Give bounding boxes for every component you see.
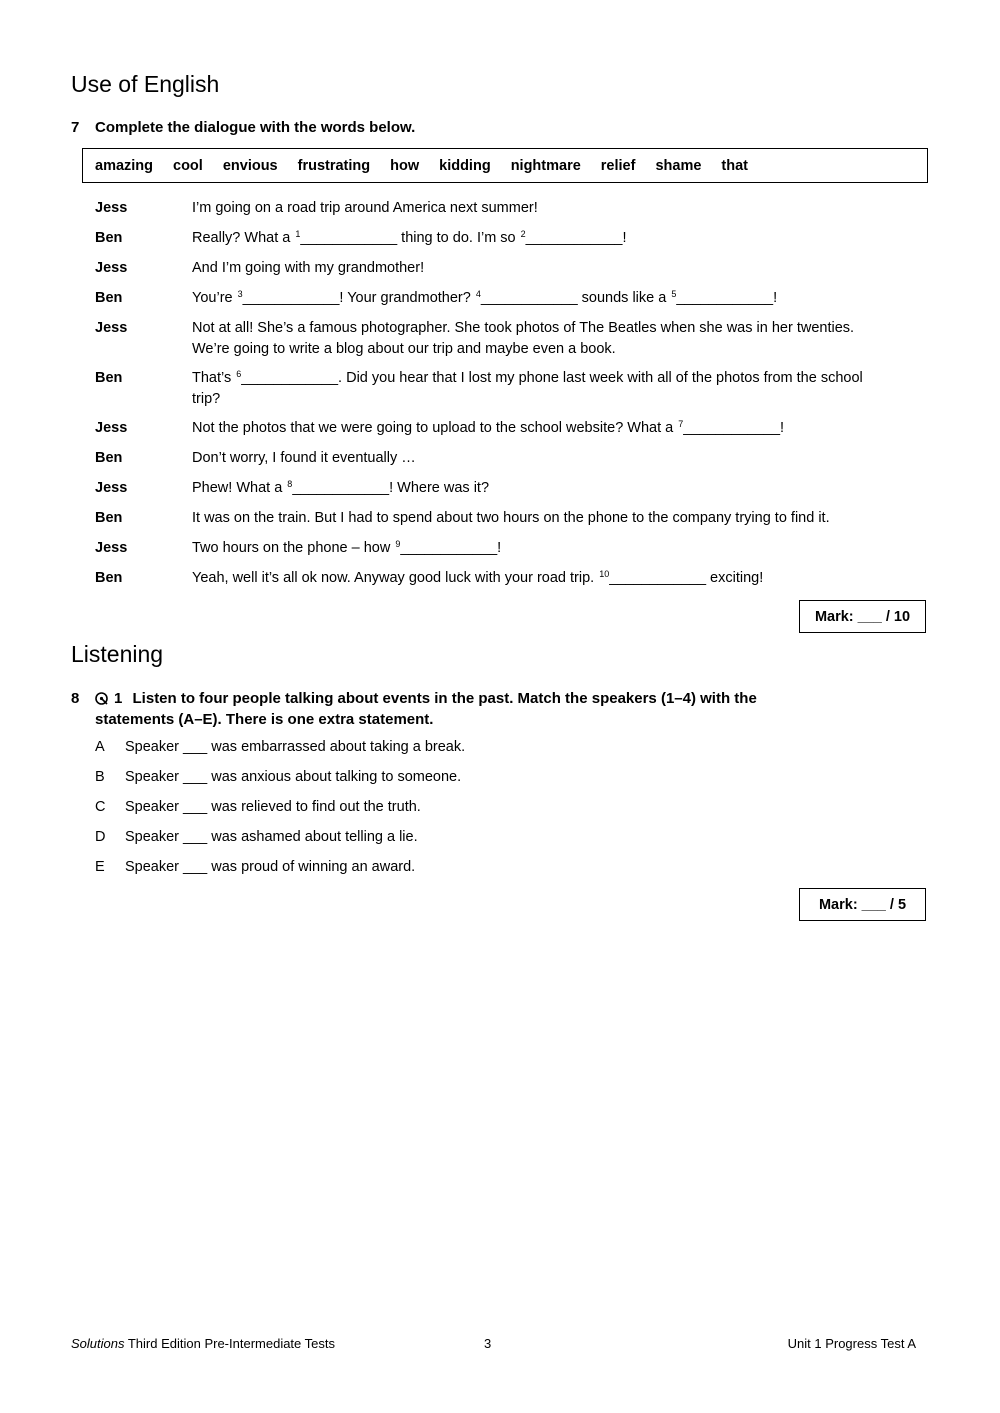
word: amazing bbox=[95, 157, 154, 174]
answer-gap[interactable]: ____________! bbox=[683, 420, 785, 436]
answer-gap[interactable]: ____________! bbox=[676, 290, 778, 306]
gap-number: 9 bbox=[395, 539, 401, 549]
speaker-name: Jess bbox=[95, 480, 128, 496]
answer-gap[interactable]: ____________! bbox=[400, 540, 502, 556]
dialogue-line: Two hours on the phone – how $^9$____________! bbox=[192, 539, 502, 556]
answer-gap[interactable]: ____________ thing to do. I’m so bbox=[300, 230, 520, 246]
word: how bbox=[390, 157, 420, 174]
option-text: Speaker ___ was embarrassed about taking a break. bbox=[125, 739, 466, 755]
answer-gap[interactable]: ____________. Did you hear that I lost my phone last week with all of the photos from the school bbox=[241, 370, 863, 386]
word: nightmare bbox=[510, 157, 581, 174]
option-letter: E bbox=[95, 859, 105, 875]
option-text: Speaker ___ was ashamed about telling a lie. bbox=[125, 829, 418, 845]
dialogue-line: Not at all! She’s a famous photographer. She took photos of The Beatles when she was in her twenties. We’re going to write a blog about our trip and maybe even a book. bbox=[192, 320, 855, 357]
answer-gap[interactable]: ____________ exciting! bbox=[609, 570, 764, 586]
footer-page-number: 3 bbox=[484, 1336, 492, 1351]
gap-number: 4 bbox=[475, 289, 481, 299]
speaker-name: Ben bbox=[95, 570, 123, 586]
gap-number: 7 bbox=[678, 419, 684, 429]
gap-number: 2 bbox=[520, 229, 526, 239]
dialogue-line: You’re $^3$____________! Your grandmother? $^4$____________ sounds like a $^5$____________! bbox=[192, 289, 778, 306]
dialogue-line: Don’t worry, I found it eventually … bbox=[192, 450, 416, 466]
answer-gap[interactable]: ____________! Where was it? bbox=[292, 480, 490, 496]
gap-number: 8 bbox=[287, 479, 293, 489]
word: frustrating bbox=[297, 157, 371, 174]
gap-number: 3 bbox=[237, 289, 243, 299]
speaker-name: Jess bbox=[95, 200, 128, 216]
dialogue-line: Yeah, well it’s all ok now. Anyway good luck with your road trip. $^{10}$____________ exciting! bbox=[192, 569, 764, 586]
footer-test-name: Unit 1 Progress Test A bbox=[787, 1336, 916, 1351]
option-letter: B bbox=[95, 769, 105, 785]
speaker-name: Jess bbox=[95, 540, 128, 556]
word: shame bbox=[655, 157, 702, 174]
dialogue-line: And I’m going with my grandmother! bbox=[192, 260, 425, 276]
track-number: 1 bbox=[114, 690, 123, 707]
speaker-name: Jess bbox=[95, 420, 128, 436]
gap-number: 5 bbox=[671, 289, 677, 299]
speaker-name: Ben bbox=[95, 510, 123, 526]
speaker-name: Ben bbox=[95, 370, 123, 386]
speaker-name: Jess bbox=[95, 320, 128, 336]
option-text: Speaker ___ was proud of winning an award. bbox=[125, 859, 416, 875]
speaker-name: Ben bbox=[95, 230, 123, 246]
gap-number: 10 bbox=[599, 569, 610, 579]
answer-gap[interactable]: ____________! bbox=[525, 230, 627, 246]
dialogue-line: Not the photos that we were going to upload to the school website? What a $^7$____________! bbox=[192, 419, 785, 436]
speaker-name: Ben bbox=[95, 290, 123, 306]
gap-number: 6 bbox=[236, 369, 242, 379]
word: cool bbox=[173, 157, 203, 174]
word-box bbox=[82, 148, 928, 183]
task-number: 8 bbox=[71, 690, 80, 707]
task-instruction: Listen to four people talking about events in the past. Match the speakers (1–4) with the bbox=[132, 690, 757, 707]
task-instruction-cont: statements (A–E). There is one extra statement. bbox=[95, 711, 434, 728]
answer-gap[interactable]: ____________ sounds like a bbox=[480, 290, 671, 306]
mark-box-task-8: Mark: ___ / 5 bbox=[799, 888, 926, 921]
option-letter: A bbox=[95, 739, 105, 755]
task-instruction: Complete the dialogue with the words below. bbox=[95, 119, 416, 136]
option-text: Speaker ___ was relieved to find out the truth. bbox=[125, 799, 421, 815]
mark-box-task-7: Mark: ___ / 10 bbox=[799, 600, 926, 633]
option-letter: C bbox=[95, 799, 106, 815]
word: that bbox=[721, 157, 748, 174]
word: kidding bbox=[439, 157, 491, 174]
dialogue-line: It was on the train. But I had to spend about two hours on the phone to the company trying to find it. bbox=[192, 510, 830, 526]
word: envious bbox=[222, 157, 278, 174]
speaker-name: Jess bbox=[95, 260, 128, 276]
dialogue-line: I’m going on a road trip around America next summer! bbox=[192, 200, 538, 216]
speaker-name: Ben bbox=[95, 450, 123, 466]
word: relief bbox=[600, 157, 636, 174]
audio-cd-icon bbox=[95, 691, 108, 710]
option-text: Speaker ___ was anxious about talking to someone. bbox=[125, 769, 462, 785]
dialogue-line: Really? What a $^1$____________ thing to do. I’m so $^2$____________! bbox=[192, 229, 627, 246]
footer-book-title: Solutions Third Edition Pre-Intermediate Tests bbox=[71, 1336, 335, 1351]
gap-number: 1 bbox=[295, 229, 301, 239]
option-letter: D bbox=[95, 829, 106, 845]
answer-gap[interactable]: ____________! Your grandmother? bbox=[242, 290, 475, 306]
task-number: 7 bbox=[71, 119, 80, 136]
section-title-listening: Listening bbox=[71, 641, 164, 667]
dialogue-line: That’s $^6$____________. Did you hear that I lost my phone last week with all of the photos from the school trip? bbox=[192, 369, 863, 407]
dialogue-line: Phew! What a $^8$____________! Where was it? bbox=[192, 479, 490, 496]
section-title-use-of-english: Use of English bbox=[71, 71, 220, 97]
